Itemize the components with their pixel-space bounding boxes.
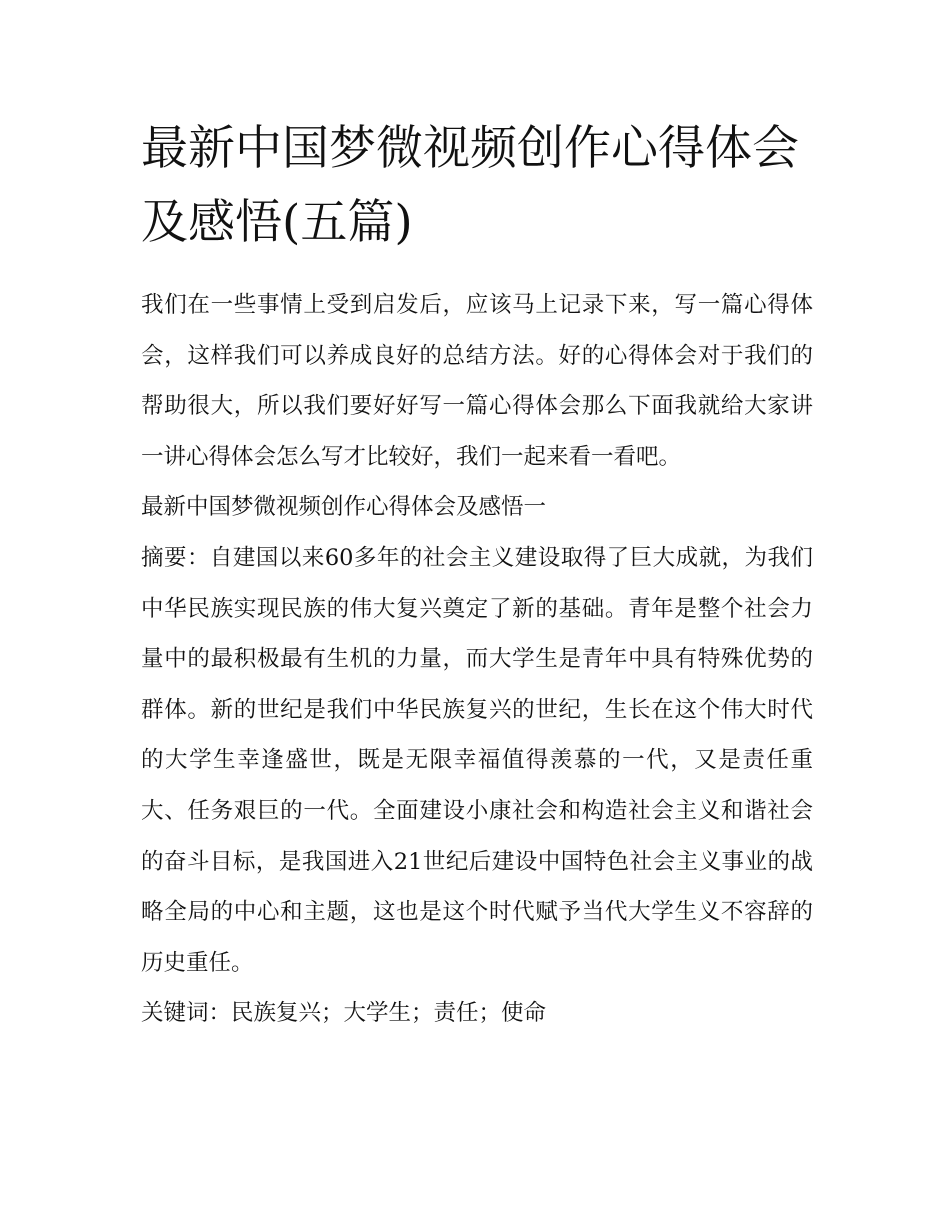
- intro-paragraph: 我们在一些事情上受到启发后，应该马上记录下来，写一篇心得体会，这样我们可以养成良好的总结方法。好的心得体会对于我们的帮助很大，所以我们要好好写一篇心得体会那么下面我就给大家讲一讲心得体会怎么写才比较好，我们一起来看一看吧。: [141, 292, 813, 470]
- section-heading: 最新中国梦微视频创作心得体会及感悟一: [141, 494, 547, 521]
- document-content: [141, 112, 813, 1039]
- document-title: 最新中国梦微视频创作心得体会及感悟(五篇): [141, 121, 799, 250]
- keywords-line: 关键词：民族复兴；大学生；责任；使命: [141, 1000, 547, 1027]
- abstract-paragraph: 摘要：自建国以来60多年的社会主义建设取得了巨大成就，为我们中华民族实现民族的伟大复兴奠定了新的基础。青年是整个社会力量中的最积极最有生机的力量，而大学生是青年中具有特殊优势的群体。新的世纪是我们中华民族复兴的世纪，生长在这个伟大时代的大学生幸逢盛世，既是无限幸福值得羡慕的一代，又是责任重大、任务艰巨的一代。全面建设小康社会和构造社会主义和谐社会的奋斗目标，是我国进入21世纪后建设中国特色社会主义事业的战略全局的中心和主题，这也是这个时代赋予当代大学生义不容辞的历史重任。: [141, 544, 813, 976]
